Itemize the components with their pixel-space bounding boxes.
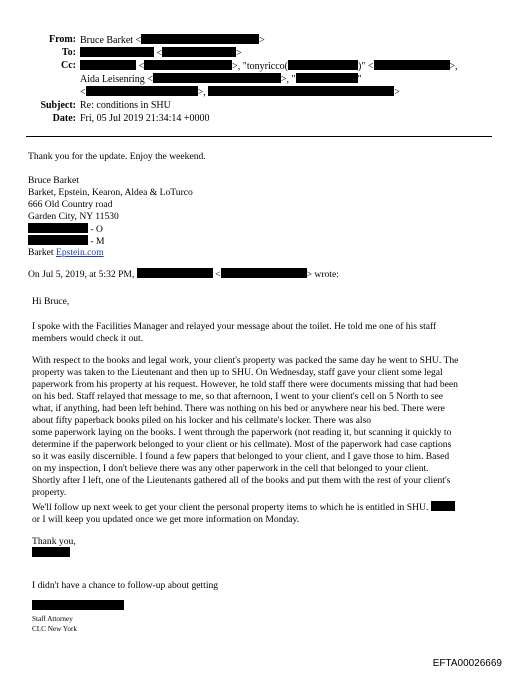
signature-name: Bruce Barket [28,175,79,186]
quote-intro: On Jul 5, 2019, at 5:32 PM, < > wrote: [28,269,339,280]
quoted-greeting: Hi Bruce, [32,296,70,307]
redaction-box [86,86,198,96]
staff-title: Staff Attorney [32,615,73,623]
to-label: To: [61,47,76,58]
redaction-box [141,34,259,44]
quoted-paragraph-3: We'll follow up next week to get your client the personal property items to which he is entitled in SHU. or I will keep you updated once we get more information on Monday. [32,501,502,526]
from-label: From: [48,34,76,45]
subject-value: Re: conditions in SHU [80,100,171,111]
redaction-box [296,73,358,83]
redaction-box [221,268,307,278]
date-label: Date: [52,113,76,124]
quoted-signer [32,547,70,560]
cc-name: Aida Leisenring < [80,74,153,85]
redaction-box [80,47,154,57]
email-document: From: Bruce Barket < > To: < > Cc: < >, "tonyricco( )" < >, Aida Leisenring < >, " " < >, > Subject: Re: conditions in SHU Date: Fri, 05 Jul 2019 21:34:14 +0000 Thank you for the update. Enjoy the weekend. Bruce Barket Barket, Epstein, Kearon, Aldea & LoTurco 666 Old Country road Garden City, NY 11530 - O - M Barket Epstein.com On Jul 5, 2019, at 5:32 PM, < > wrote: Hi Bruce, I spoke with the Facilities Manager and relayed your message about the toilet. He told me one of his staff members would check it out. With respect to the books and legal work, your client's property was packed the same day he went to SHU. The property was taken to the Lieutenant and then up to SHU. On Wednesday, staff gave your client some legal paperwork from his property at his request. However, he told staff there were documents missing that had been on his bed. Staff relayed that message to me, so that afternoon, I went to your client's cell on 5 North to see what, if anything, had been left behind. There was nothing on his bed or anywhere near his bed. There were about fifty paperback books piled on his locker and his cellmate's locker. There was also some paperwork laying on the books. I went through the paperwork (not reading it, but scanning it quickly to determine if the paperwork belonged to your client or his cellmate). Most of the paperwork had case captions so it was easily discernible. I found a few papers that belonged to your client, and I gave those to him. Based on my inspection, I don't believe there was any other paperwork in the cell that belonged to your client. Shortly after I left, one of the Lieutenants gathered all of the books and put them with the rest of your client's property. We'll follow up next week to get your client the personal property items to which he is entitled in SHU. or I will keep you updated once we get more information on Monday. Thank you, I didn't have a chance to follow-up about getting Staff Attorney CLC New York EFTA00026669 [0,0,512,678]
quoted-followup: I didn't have a chance to follow-up about getting [32,580,219,591]
redaction-box [137,268,213,278]
signature-email: Barket Epstein.com [28,247,104,258]
redaction-box [32,547,70,557]
reply-line: Thank you for the update. Enjoy the weekend. [28,151,206,162]
redaction-box [80,60,136,70]
signature-address-1: 666 Old Country road [28,199,113,210]
staff-name [32,600,124,613]
redaction-box [208,86,394,96]
cc-label: Cc: [61,60,76,71]
redaction-box [144,60,232,70]
signature-address-2: Garden City, NY 11530 [28,211,119,222]
header-divider [26,136,492,137]
redaction-box [153,73,281,83]
email-link[interactable]: Epstein.com [55,247,104,258]
redaction-box [28,223,88,233]
redaction-box [162,47,236,57]
quoted-paragraph-1: I spoke with the Facilities Manager and relayed your message about the toilet. He told me one of his staff members would check it out. [32,321,437,344]
redaction-box [288,60,358,70]
redaction-box [374,60,450,70]
redaction-box [28,235,88,245]
document-id: EFTA00026669 [432,658,502,669]
quoted-paragraph-2: With respect to the books and legal work, your client's property was packed the same day he went to SHU. The property was taken to the Lieutenant and then up to SHU. On Wednesday, staff gave your client some legal paperwork from his property at his request. However, he told staff there were documents missing that had been on his bed. Staff relayed that message to me, so that afternoon, I went to your client's cell on 5 North to see what, if anything, had been left behind. There was nothing on his bed or anywhere near his bed. There were about fifty paperback books piled on his locker and his cellmate's locker. There was also some paperwork laying on the books. I went through the paperwork (not reading it, but scanning it quickly to determine if the paperwork belonged to your client or his cellmate). Most of the paperwork had case captions so it was easily discernible. I found a few papers that belonged to your client, and I gave those to him. Based on my inspection, I don't believe there was any other paperwork in the cell that belonged to your client. Shortly after I left, one of the Lieutenants gathered all of the books and put them with the rest of your client's property. [32,355,459,498]
signature-mobile-phone: - M [28,235,105,248]
date-value: Fri, 05 Jul 2019 21:34:14 +0000 [80,113,210,124]
signature-firm: Barket, Epstein, Kearon, Aldea & LoTurco [28,187,193,198]
quoted-thanks: Thank you, [32,536,76,547]
subject-label: Subject: [40,100,76,111]
from-value: Bruce Barket < [80,35,142,46]
signature-office-phone: - O [28,223,103,236]
redaction-box [431,501,455,511]
staff-org: CLC New York [32,625,77,633]
redaction-box [32,600,124,610]
